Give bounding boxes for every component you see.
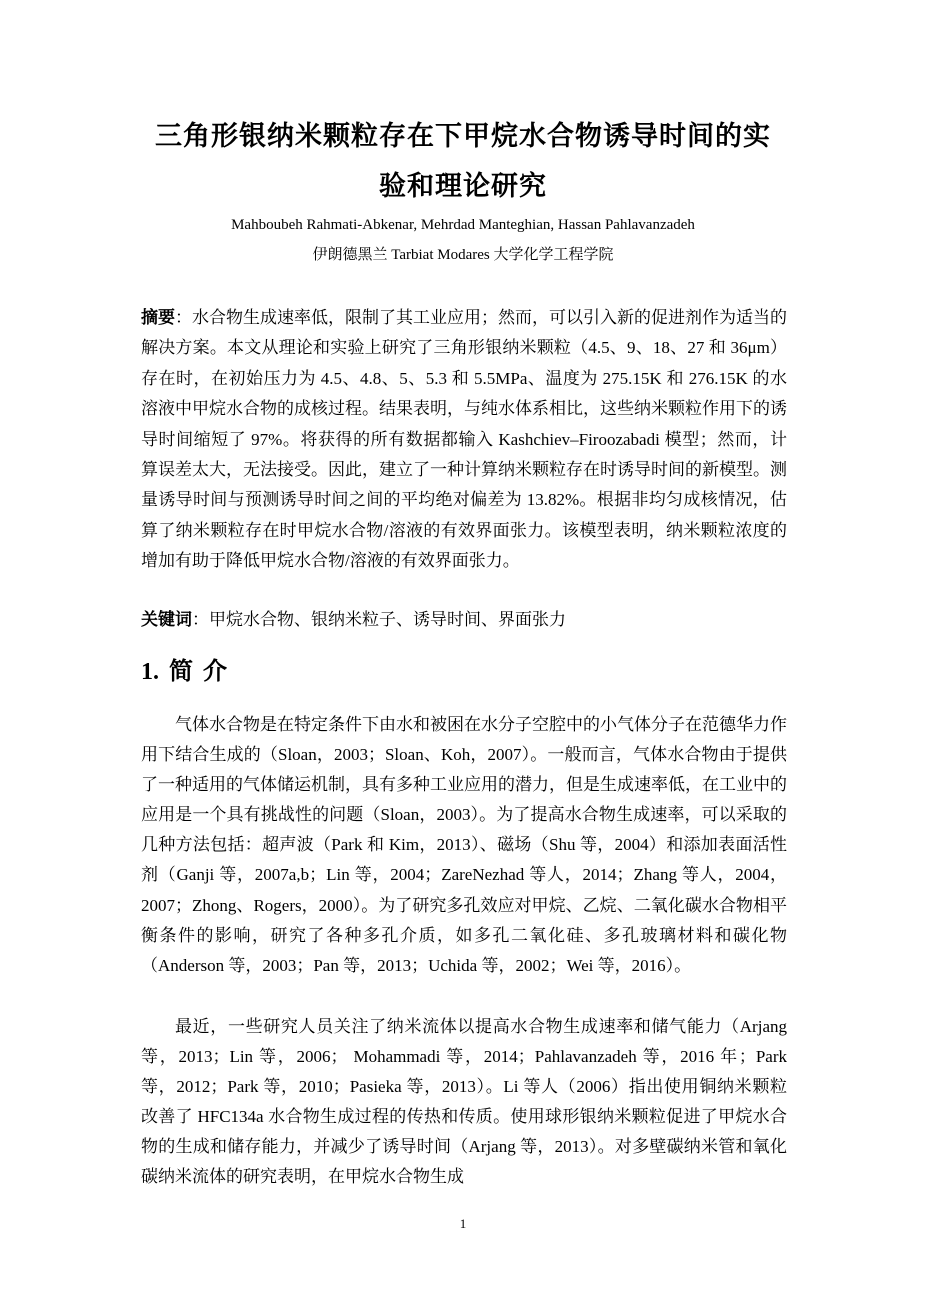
paper-title-line-1: 三角形银纳米颗粒存在下甲烷水合物诱导时间的实	[155, 121, 771, 151]
keywords	[141, 605, 787, 635]
section-heading-introduction	[141, 655, 237, 689]
abstract-text: ：水合物生成速率低，限制了其工业应用；然而，可以引入新的促进剂作为适当的解决方案。本文从理论和实验上研究了三角形银纳米颗粒（4.5、9、18、27 和 36μm）存在时，在初始压力为 4.5、4.8、5、5.3 和 5.5MPa、温度为 275.15K 和 276.15K 的水溶液中甲烷水合物的成核过程。结果表明，与纯水体系相比，这些纳米颗粒作用下的诱导时间缩短了 97%。将获得的所有数据都输入 Kashchiev–Firoozabadi 模型；然而，计算误差太大，无法接受。因此，建立了一种计算纳米颗粒存在时诱导时间的新模型。测量诱导时间与预测诱导时间之间的平均绝对偏差为 13.82%。根据非均匀成核情况，估算了纳米颗粒存在时甲烷水合物/溶液的有效界面张力。该模型表明，纳米颗粒浓度的增加有助于降低甲烷水合物/溶液的有效界面张力。	[141, 308, 787, 571]
author-list: Mahboubeh Rahmati-Abkenar, Mehrdad Manteghian, Hassan Pahlavanzadeh	[231, 217, 695, 233]
page-number: 1	[459, 1216, 467, 1231]
section-title: 简介	[169, 659, 237, 685]
section-number: 1.	[141, 659, 159, 685]
abstract-label: 摘要	[141, 308, 175, 327]
body-paragraph: 最近，一些研究人员关注了纳米流体以提高水合物生成速率和储气能力（Arjang 等，2013；Lin 等，2006； Mohammadi 等，2014；Pahlavanzadeh 等，2016 年；Park 等，2012；Park 等，2010；Pasieka 等，2013）。Li 等人（2006）指出使用铜纳米颗粒改善了 HFC134a 水合物生成过程的传热和传质。使用球形银纳米颗粒促进了甲烷水合物的生成和储存能力，并减少了诱导时间（Arjang 等，2013）。对多壁碳纳米管和氧化碳纳米流体的研究表明，在甲烷水合物生成	[141, 1017, 787, 1187]
keywords-label: 关键词	[141, 610, 192, 629]
paper-title-line-2: 验和理论研究	[379, 171, 547, 201]
keywords-text: ：甲烷水合物、银纳米粒子、诱导时间、界面张力	[192, 610, 566, 629]
affiliation: 伊朗德黑兰 Tarbiat Modares 大学化学工程学院	[312, 247, 614, 263]
abstract	[141, 303, 787, 577]
body-paragraph: 气体水合物是在特定条件下由水和被困在水分子空腔中的小气体分子在范德华力作用下结合生成的（Sloan，2003；Sloan、Koh，2007）。一般而言，气体水合物由于提供了一种适用的气体储运机制，具有多种工业应用的潜力，但是生成速率低，在工业中的应用是一个具有挑战性的问题（Sloan，2003）。为了提高水合物生成速率，可以采取的几种方法包括：超声波（Park 和 Kim，2013）、磁场（Shu 等，2004）和添加表面活性剂（Ganji 等，2007a,b；Lin 等，2004；ZareNezhad 等人，2014；Zhang 等人，2004，2007；Zhong、Rogers，2000）。为了研究多孔效应对甲烷、乙烷、二氧化碳水合物相平衡条件的影响，研究了各种多孔介质，如多孔二氧化硅、多孔玻璃材料和碳化物（Anderson 等，2003；Pan 等，2013；Uchida 等，2002；Wei 等，2016）。	[141, 715, 787, 975]
